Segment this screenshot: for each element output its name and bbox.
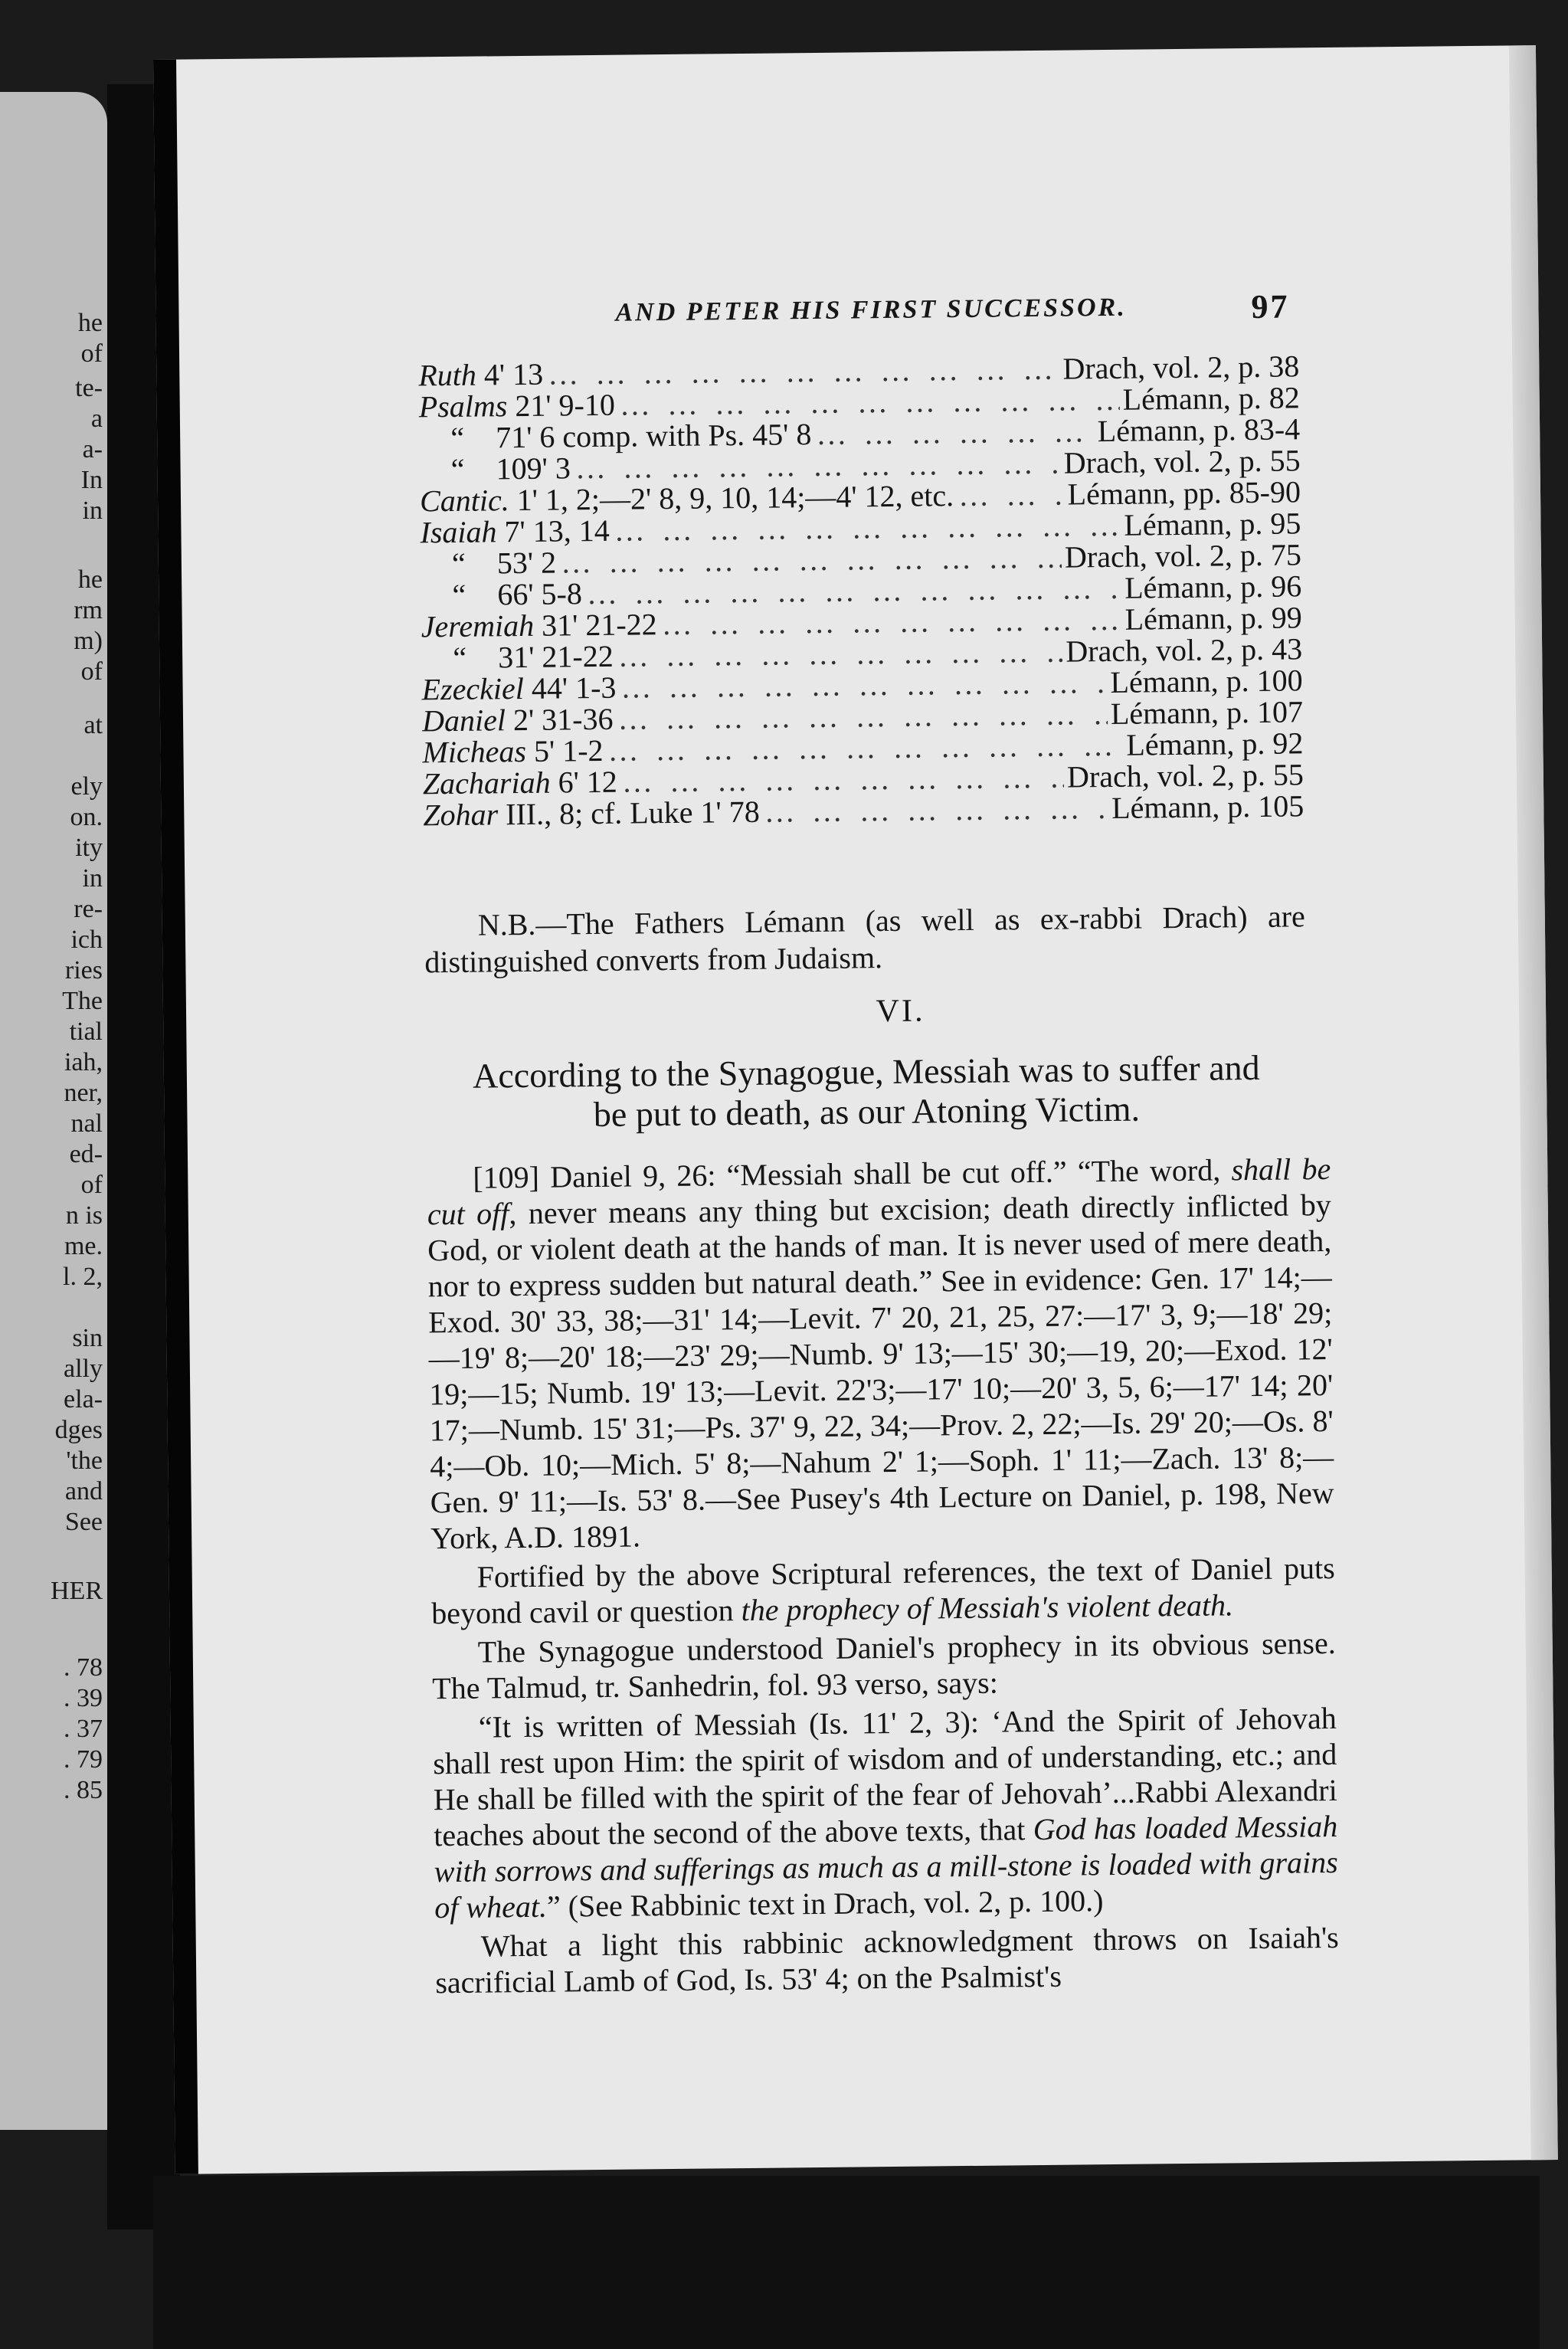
adjacent-page-fragment: ely bbox=[70, 772, 103, 801]
paragraph bbox=[427, 1151, 1334, 1556]
reference-citation: 71' 6 comp. with Ps. 45' 8 bbox=[495, 417, 812, 455]
reference-source: Lémann, p. 83-4 bbox=[1097, 411, 1301, 449]
body-text bbox=[427, 1151, 1339, 2003]
adjacent-page-fragment: of bbox=[80, 339, 103, 368]
reference-book: Daniel bbox=[421, 703, 506, 739]
running-title: AND PETER HIS FIRST SUCCESSOR. bbox=[615, 293, 1127, 327]
reference-book: Cantic. bbox=[419, 483, 509, 519]
paragraph-text: What a light this rabbinic acknowledgment throws on Isaiah's sacrificial Lamb of God, Is. 53' 4; on the Psalmist's bbox=[435, 1919, 1339, 2000]
reference-book: Psalms bbox=[418, 388, 508, 424]
adjacent-page-fragment: and bbox=[64, 1477, 103, 1505]
adjacent-page-fragment: of bbox=[80, 1171, 103, 1199]
adjacent-page-fragment: ries bbox=[64, 956, 103, 984]
reference-citation: III., 8; cf. Luke 1' 78 bbox=[505, 794, 760, 832]
reference-book: Isaiah bbox=[420, 514, 497, 550]
adjacent-page-fragment: The bbox=[62, 987, 103, 1015]
section-title-line-1: According to the Synagogue, Messiah was to suffer and bbox=[472, 1047, 1260, 1096]
leader-dots bbox=[620, 667, 1108, 703]
adjacent-page-fragment: ich bbox=[70, 926, 103, 954]
paragraph-emphasis: shall be cut off bbox=[427, 1151, 1331, 1232]
reference-citation: 31' 21-22 bbox=[497, 638, 614, 675]
reference-source: Lémann, p. 99 bbox=[1124, 600, 1302, 637]
leader-dots bbox=[617, 698, 1108, 735]
adjacent-page-fragment: . 79 bbox=[64, 1745, 103, 1774]
adjacent-page-fragment: HER bbox=[51, 1577, 103, 1605]
adjacent-page-fragment: rm bbox=[74, 596, 103, 624]
paragraph-emphasis: the prophecy of Messiah's violent death. bbox=[741, 1587, 1234, 1628]
leader-dots bbox=[622, 762, 1065, 798]
leader-dots bbox=[958, 479, 1065, 511]
reference-row bbox=[423, 790, 1304, 831]
leader-dots bbox=[587, 572, 1122, 609]
paragraph-text: ” (See Rabbinic text in Drach, vol. 2, p. 100.) bbox=[546, 1883, 1104, 1924]
reference-book: “ bbox=[452, 577, 466, 612]
adjacent-page-fragment: . 39 bbox=[64, 1684, 103, 1712]
adjacent-page-fragment: In bbox=[80, 466, 103, 494]
reference-citation: 31' 21-22 bbox=[541, 607, 657, 643]
reference-source: Drach, vol. 2, p. 75 bbox=[1064, 537, 1302, 575]
reference-book: “ bbox=[450, 451, 465, 487]
adjacent-page-fragment: in bbox=[82, 864, 103, 893]
leader-dots bbox=[614, 509, 1121, 546]
reference-book: Ruth bbox=[418, 357, 477, 393]
paragraph bbox=[433, 1700, 1339, 1925]
leader-dots bbox=[816, 415, 1095, 450]
adjacent-page-fragment: of bbox=[80, 657, 103, 686]
section-number: VI. bbox=[876, 993, 925, 1030]
reference-citation: 2' 31-36 bbox=[512, 701, 614, 738]
section-title-line-2: be put to death, as our Atoning Victim. bbox=[593, 1089, 1141, 1135]
paragraph-text: [109] Daniel 9, 26: “Messiah shall be cut off.” “The word, bbox=[473, 1152, 1232, 1195]
page-edge bbox=[1509, 45, 1558, 2160]
reference-citation: 5' 1-2 bbox=[533, 732, 604, 768]
adjacent-page-fragment: on. bbox=[70, 803, 103, 831]
reference-citation: 109' 3 bbox=[496, 450, 571, 487]
reference-source: Drach, vol. 2, p. 55 bbox=[1063, 443, 1301, 480]
reference-book: “ bbox=[450, 420, 465, 455]
reference-source: Lémann, p. 95 bbox=[1124, 506, 1301, 542]
reference-source: Lémann, p. 92 bbox=[1126, 726, 1304, 762]
paragraph-emphasis: God has loaded Messiah with sorrows and sufferings as much as a mill-stone is loaded with grains of wheat. bbox=[434, 1808, 1338, 1925]
reference-book: “ bbox=[451, 545, 466, 581]
adjacent-page-fragment: iah, bbox=[64, 1048, 103, 1076]
adjacent-page-fragment: See bbox=[64, 1508, 103, 1536]
reference-book: Ezeckiel bbox=[421, 670, 525, 707]
reference-source: Drach, vol. 2, p. 38 bbox=[1062, 349, 1300, 386]
paragraph bbox=[432, 1625, 1337, 1706]
adjacent-page bbox=[0, 92, 107, 2130]
reference-source: Lémann, p. 82 bbox=[1122, 380, 1300, 417]
reference-citation: 7' 13, 14 bbox=[504, 513, 610, 549]
leader-dots bbox=[764, 792, 1108, 827]
leader-dots bbox=[620, 384, 1120, 421]
reference-citation: 53' 2 bbox=[496, 545, 557, 581]
reference-citation: 4' 13 bbox=[483, 356, 544, 392]
reference-list bbox=[418, 350, 1304, 831]
reference-source: Drach, vol. 2, p. 55 bbox=[1066, 757, 1304, 794]
reference-citation: 6' 12 bbox=[558, 764, 618, 800]
leader-dots bbox=[607, 729, 1123, 766]
reference-source: Lémann, p. 100 bbox=[1110, 663, 1303, 699]
adjacent-page-fragment: 'the bbox=[66, 1446, 103, 1475]
reference-book: Zachariah bbox=[422, 765, 551, 801]
reference-citation: 66' 5-8 bbox=[497, 576, 583, 612]
note-text: N.B.—The Fathers Lémann (as well as ex-rabbi Drach) are distinguished converts from Judaism. bbox=[424, 899, 1306, 980]
paragraph-text: “It is written of Messiah (Is. 11' 2, 3): ‘And the Spirit of Jehovah shall rest upon Him: the spirit of wisdom and of understanding, etc.; and He shall be filled with the spirit of the fear of Jehovah’...Rabbi Alexandri teaches about the second of the above texts, that bbox=[433, 1700, 1337, 1853]
paragraph bbox=[435, 1919, 1340, 2000]
adjacent-page-fragment: ner, bbox=[64, 1079, 103, 1107]
reference-citation: 44' 1-3 bbox=[531, 670, 617, 706]
section-title bbox=[426, 1047, 1308, 1136]
adjacent-page-fragment: l. 2, bbox=[63, 1263, 103, 1291]
adjacent-page-fragment: re- bbox=[74, 895, 103, 923]
reference-source: Lémann, p. 96 bbox=[1124, 568, 1302, 605]
reference-source: Lémann, p. 105 bbox=[1111, 788, 1304, 825]
adjacent-page-fragment: ed- bbox=[69, 1140, 103, 1168]
adjacent-page-fragment: sin bbox=[72, 1324, 103, 1352]
paragraph-text: , never means any thing but excision; death directly inflicted by God, or violent death at the hands of man. It is never used of mere death, nor to express sudden but natural death.” See in evidence: Gen. 17' 14;—Exod. 30' 33, 38;—31' 14;—Levit. 7' 20, 21, 25, 27:—17' 3, 9;—18' 29;—19' 8;—20' 18;—23' 29;—Numb. 9' 13;—15' 30;—19, 20;—Exod. 12' 19;—15; Numb. 19' 13;—Levit. 22'3;—17' 10;—20' 3, 5, 6;—17' 14; 20' 17;—Numb. 15' 31;—Ps. 37' 9, 22, 34;—Prov. 2, 22;—Is. 29' 20;—Os. 8' 4;—Ob. 10;—Mich. 5' 8;—Nahum 2' 1;—Soph. 1' 11;—Zach. 13' 8;—Gen. 9' 11;—Is. 53' 8.—See Pusey's 4th Lecture on Daniel, p. 198, New York, A.D. 1891. bbox=[427, 1187, 1334, 1556]
adjacent-page-fragment: ela- bbox=[64, 1385, 103, 1414]
book-page bbox=[153, 45, 1558, 2174]
adjacent-page-fragment: tial bbox=[69, 1017, 103, 1046]
reference-source: Lémann, p. 107 bbox=[1110, 694, 1304, 731]
adjacent-page-fragment: me. bbox=[64, 1232, 103, 1260]
note bbox=[424, 898, 1306, 981]
adjacent-page-fragment: . 78 bbox=[64, 1653, 103, 1682]
adjacent-page-fragment: ally bbox=[64, 1355, 103, 1383]
adjacent-page-fragment: at bbox=[83, 711, 103, 739]
reference-book: Micheas bbox=[422, 733, 527, 770]
adjacent-page-fragment: te- bbox=[75, 374, 103, 402]
adjacent-page-fragment: he bbox=[77, 565, 103, 594]
reference-citation: 1' 1, 2;—2' 8, 9, 10, 14;—4' 12, etc. bbox=[516, 478, 954, 518]
running-header bbox=[439, 287, 1290, 327]
adjacent-page-fragment: ity bbox=[75, 834, 103, 862]
paragraph bbox=[431, 1550, 1336, 1631]
adjacent-page-fragment: he bbox=[77, 309, 103, 337]
adjacent-page-fragment: . 85 bbox=[64, 1776, 103, 1804]
adjacent-page-fragment: . 37 bbox=[64, 1715, 103, 1743]
leader-dots bbox=[548, 353, 1060, 390]
page-shadow bbox=[153, 2176, 1540, 2349]
adjacent-page-fragment: in bbox=[82, 496, 103, 525]
paragraph-text: Fortified by the above Scriptural references, the text of Daniel puts beyond cavil or question bbox=[431, 1550, 1335, 1631]
paragraph-text: The Synagogue understood Daniel's prophecy in its obvious sense. The Talmud, tr. Sanhedrin, fol. 93 verso, says: bbox=[432, 1625, 1336, 1706]
reference-source: Lémann, pp. 85-90 bbox=[1067, 474, 1301, 512]
adjacent-page-fragment: a- bbox=[82, 435, 103, 464]
leader-dots bbox=[617, 636, 1062, 672]
page-number: 97 bbox=[1251, 287, 1290, 326]
adjacent-page-fragment: nal bbox=[70, 1109, 103, 1138]
leader-dots bbox=[575, 447, 1061, 484]
leader-dots bbox=[561, 542, 1062, 578]
adjacent-page-fragment: m) bbox=[74, 627, 103, 655]
leader-dots bbox=[661, 604, 1121, 640]
adjacent-page-fragment: n is bbox=[65, 1201, 103, 1230]
reference-book: Zohar bbox=[423, 797, 499, 833]
reference-citation: 21' 9-10 bbox=[515, 387, 616, 424]
reference-book: Jeremiah bbox=[421, 608, 535, 644]
reference-book: “ bbox=[453, 640, 467, 675]
adjacent-page-fragment: a bbox=[90, 405, 103, 433]
reference-source: Drach, vol. 2, p. 43 bbox=[1066, 631, 1303, 669]
adjacent-page-fragment: dges bbox=[54, 1416, 103, 1444]
